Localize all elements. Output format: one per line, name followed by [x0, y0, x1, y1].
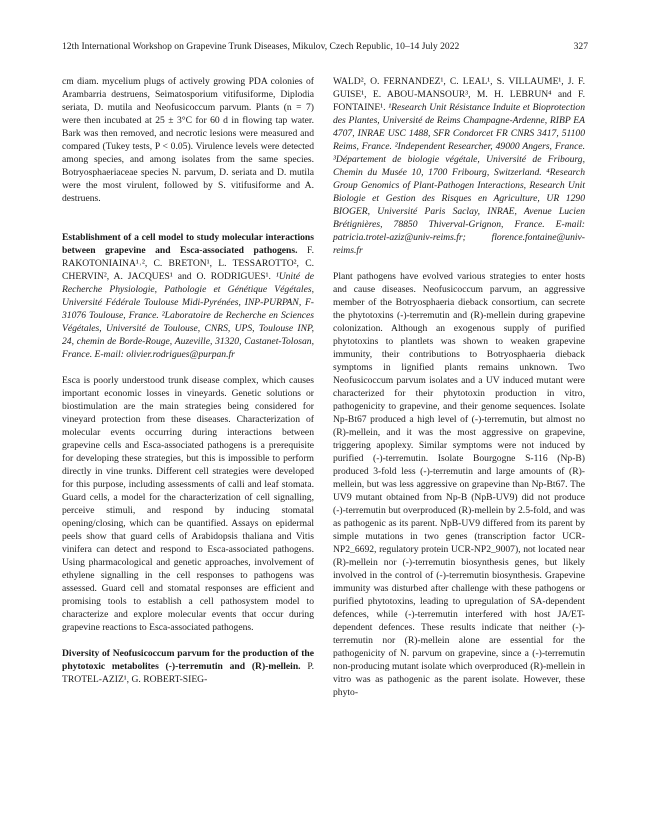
abstract-title: Diversity of Neofusicoccum parvum for the production of the phytotoxic metabolites (-)-terremutin and (R)-mellein.: [62, 648, 314, 672]
abstract-body: Plant pathogens have evolved various strategies to enter hosts and cause diseases. Neofusicoccum parvum, an aggressive member of the Botryosphaeria dieback consortium, can secrete the phytotoxins (-)-terremutin and (R)-mellein during grapevine colonization. Although an exogenous supply of purified phytotoxins to plantlets was shown to weaken grapevine immunity, their contributions to Botryosphaeria dieback symptoms in lignified plants remains unknown. Two Neofusicoccum parvum isolates and a UV induced mutant were characterized for their phytotoxin production in vitro, pathogenicity to grapevine, and their genome sequences. Isolate Np-Bt67 produced a high level of (-)-terremutin, but almost no (R)-mellein, and it was the most aggressive on grapevine, triggering apoplexy. Similar symptoms were not induced by purified (-)-terremutin. Isolate Bourgogne S-116 (Np-B) produced 3-fold less (-)-terremutin and large amounts of (R)-mellein, but was less aggressive on grapevine than Np-Bt67. The UV9 mutant obtained from Np-B (NpB-UV9) did not produce (-)-terremutin but overproduced (R)-mellein by 2.5-fold, and was as pathogenic as its parent. NpB-UV9 differed from its parent by simple mutations in two genes (transcription factor UCR-NP2_6692, regulatory protein UCR-NP2_9007), not located near (R)-mellein nor (-)-terremutin biosynthesis genes, but likely involved in the control of (-)-terremutin biosynthesis. Grapevine immunity was disturbed after challenge with these pathogens or purified phytotoxins, leading to upregulation of SA-dependent defences, while (-)-terremutin interfered with host JA/ET-dependent defences. These results indicate that neither (-)-terremutin nor (R)-mellein alone are essential for the pathogenicity of N. parvum on grapevine, since a (-)-terremutin non-producing mutant isolate which overproduced (R)-mellein in vitro was as pathogenic as the parent isolate. However, these phyto-: [333, 271, 585, 698]
previous-abstract-conclusion: cm diam. mycelium plugs of actively growing PDA colonies of Arambarria destruens, Seimatosporium vitifusiforme, Diplodia seriata, D. mutila and Neofusicoccum parvum. Plants (n = 7) were then incubated at 25 ± 3°C for 60 d in flowing tap water. Bark was then removed, and necrotic lesions were measured and compared (Tukey tests, P < 0.05). Virulence levels were detected among species, and among isolates from the same species. Botryosphaeriaceae species N. parvum, D. seriata and D. mutila were the most virulent, followed by S. vitifusiforme and A. destruens.: [62, 76, 314, 204]
right-column: [333, 75, 585, 699]
abstract-affiliations: ¹Unité de Recherche Physiologie, Pathologie et Génétique Végétales, Université Fédérale Toulouse Midi-Pyrénées, INP-PURPAN, F-31076 Toulouse, France. ²Laboratoire de Recherche en Sciences Végétales, Université de Toulouse, CNRS, UPS, Toulouse INP, 24, chemin de Borde-Rouge, Auzeville, 31320, Castanet-Tolosan, France. E-mail: olivier.rodrigues@purpan.fr: [62, 271, 314, 360]
abstract-cell-model: [62, 231, 314, 361]
abstract-affiliations: ¹Research Unit Résistance Induite et Bioprotection des Plantes, Université de Reims Champagne-Ardenne, RIBP EA 4707, INRAE USC 1488, SFR Condorcet FR CNRS 3417, 51100 Reims, France. ²Independent Researcher, 49000 Angers, France. ³Département de biologie végétale, Université de Fribourg, Chemin du Musée 10, 1700 Fribourg, Switzerland. ⁴Research Group Genomics of Plant-Pathogen Interactions, Research Unit Biologie et Gestion des Risques en Agriculture, UR 1290 BIOGER, Université Paris Saclay, INRAE, Avenue Lucien Brétignières, 78850 Thiverval-Grignon, France. E-mail: patricia.trotel-aziz@univ-reims.fr; florence.fontaine@univ-reims.fr: [333, 102, 585, 256]
abstract-authors-continued: WALD², O. FERNANDEZ¹, C. LEAL¹, S. VILLAUME¹, J. F. GUISE¹, E. ABOU-MANSOUR³, M. H. LEBRUN⁴ and F. FONTAINE¹.: [333, 76, 585, 113]
abstract-authors: P. TROTEL-AZIZ¹, G. ROBERT-SIEG-: [62, 661, 315, 685]
left-column: [62, 75, 314, 686]
abstract-neofusicoccum: [62, 647, 314, 686]
abstract-body: Esca is poorly understood trunk disease complex, which causes important economic losses in vineyards. Genetic solutions or biostimulation are the main strategies being considered for vineyard protection from these diseases. Characterization of molecular events occurring during interactions between grapevine cells and Esca-associated pathogens is a prerequisite for developing these strategies, but this is impossible to perform directly in vine trunks. Different cell strategies were developed for this purpose, including assessments of calli and leaf stomata. Guard cells, a model for the characterization of cell signalling, perceive stimuli, and respond by inducing stomatal opening/closing, which can be quantified. Assays on epidermal peels show that guard cells of Arabidopsis thaliana and Vitis vinifera can detect and respond to Esca-associated pathogens. Using pharmacological and genetic approaches, involvement of ethylene signalling in the cell responses to pathogens was assessed. Guard cell and stomatal responses are efficient and promising tools to establish a cell pathosystem model to characterize and explore molecular events that occur during grapevine reactions to Esca-associated pathogens.: [62, 375, 314, 633]
abstract-title: Establishment of a cell model to study molecular interactions between grapevine and Esca-associated pathogens.: [62, 232, 314, 256]
page-number: 327: [573, 41, 588, 52]
abstract-authors: F. RAKOTONIAINA¹˒², C. BRETON¹, L. TESSAROTTO², C. CHERVIN², A. JACQUES¹ and O. RODRIGUES¹.: [62, 245, 314, 282]
abstract-neofusicoccum-header: [333, 75, 585, 257]
running-header-title: 12th International Workshop on Grapevine Trunk Diseases, Mikulov, Czech Republic, 10–14 July 2022: [62, 41, 460, 52]
